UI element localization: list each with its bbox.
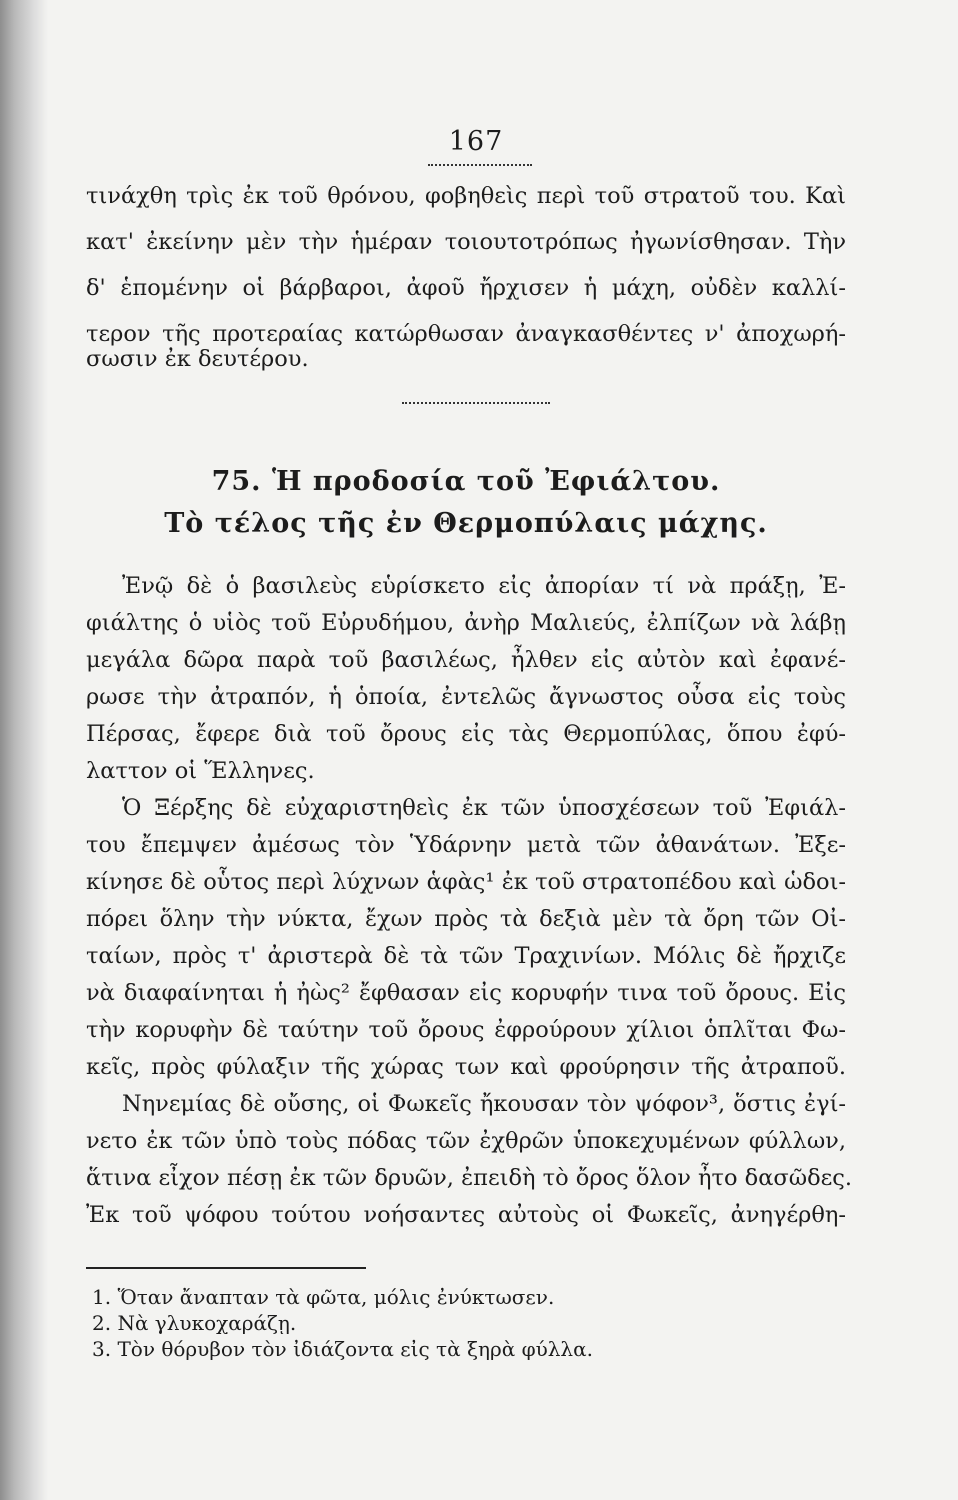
body-line: μεγάλα δῶρα παρὰ τοῦ βασιλέως, ἦλθεν εἰς αὐτὸν καὶ ἐφανέ-	[86, 647, 846, 673]
footnote-separator	[86, 1267, 366, 1269]
body-line: του ἔπεμψεν ἀμέσως τὸν Ὑδάρνην μετὰ τῶν ἀθανάτων. Ἐξε-	[86, 832, 846, 858]
section-heading-subtitle: Τὸ τέλος τῆς ἐν Θερμοπύλαις μάχης.	[164, 508, 768, 539]
body-line: Ἐνῷ δὲ ὁ βασιλεὺς εὑρίσκετο εἰς ἀπορίαν τί νὰ πράξῃ, Ἐ-	[122, 573, 846, 599]
book-page	[86, 0, 853, 1500]
top-paragraph-line: κατ' ἐκείνην μὲν τὴν ἡμέραν τοιουτοτρόπως ἠγωνίσθησαν. Τὴν	[86, 229, 846, 255]
top-paragraph-line: τινάχθη τρὶς ἐκ τοῦ θρόνου, φοβηθεὶς περὶ τοῦ στρατοῦ του. Καὶ	[86, 183, 846, 209]
top-paragraph-line: τερον τῆς προτεραίας κατώρθωσαν ἀναγκασθέντες ν' ἀποχωρή-	[86, 321, 846, 347]
page-number-underline	[428, 160, 532, 166]
section-divider	[402, 396, 550, 404]
page-gutter-shadow	[0, 0, 48, 1500]
footnote: 3. Τὸν θόρυβον τὸν ἰδιάζοντα εἰς τὰ ξηρὰ φύλλα.	[92, 1337, 593, 1361]
body-line: λαττον οἱ Ἕλληνες.	[86, 758, 315, 784]
body-line: τὴν κορυφὴν δὲ ταύτην τοῦ ὄρους ἐφρούρουν χίλιοι ὁπλῖται Φω-	[86, 1017, 846, 1043]
top-paragraph-line: δ' ἑπομένην οἱ βάρβαροι, ἀφοῦ ἤρχισεν ἡ μάχη, οὐδὲν καλλί-	[86, 275, 846, 301]
body-line: Νηνεμίας δὲ οὔσης, οἱ Φωκεῖς ἤκουσαν τὸν ψόφον³, ὅστις ἐγί-	[122, 1091, 846, 1117]
body-line: Ὁ Ξέρξης δὲ εὐχαριστηθεὶς ἐκ τῶν ὑποσχέσεων τοῦ Ἐφιάλ-	[122, 795, 846, 821]
body-line: νὰ διαφαίνηται ἡ ἠὼς² ἔφθασαν εἰς κορυφήν τινα τοῦ ὄρους. Εἰς	[86, 980, 846, 1006]
body-line: ρωσε τὴν ἀτραπόν, ἡ ὁποία, ἐντελῶς ἄγνωστος οὖσα εἰς τοὺς	[86, 684, 846, 710]
body-line: φιάλτης ὁ υἱὸς τοῦ Εὐρυδήμου, ἀνὴρ Μαλιεύς, ἐλπίζων νὰ λάβῃ	[86, 610, 846, 636]
body-line: πόρει ὅλην τὴν νύκτα, ἔχων πρὸς τὰ δεξιὰ μὲν τὰ ὄρη τῶν Οἰ-	[86, 906, 846, 932]
body-line: Πέρσας, ἔφερε διὰ τοῦ ὄρους εἰς τὰς Θερμοπύλας, ὅπου ἐφύ-	[86, 721, 846, 747]
body-line: κεῖς, πρὸς φύλαξιν τῆς χώρας των καὶ φρούρησιν τῆς ἀτραποῦ.	[86, 1054, 846, 1080]
footnote: 1. Ὅταν ἄναπταν τὰ φῶτα, μόλις ἐνύκτωσεν.	[92, 1285, 555, 1309]
footnote: 2. Νὰ γλυκοχαράζῃ.	[92, 1311, 297, 1335]
top-paragraph-line: σωσιν ἐκ δευτέρου.	[86, 346, 309, 372]
body-line: ταίων, πρὸς τ' ἀριστερὰ δὲ τὰ τῶν Τραχινίων. Μόλις δὲ ἤρχιζε	[86, 943, 846, 969]
body-line: ἅτινα εἶχον πέσῃ ἐκ τῶν δρυῶν, ἐπειδὴ τὸ ὄρος ὅλον ἦτο δασῶδες.	[86, 1165, 853, 1191]
body-line: νετο ἐκ τῶν ὑπὸ τοὺς πόδας τῶν ἐχθρῶν ὑποκεχυμένων φύλλων,	[86, 1128, 846, 1154]
body-line: Ἐκ τοῦ ψόφου τούτου νοήσαντες αὐτοὺς οἱ Φωκεῖς, ἀνηγέρθη-	[86, 1202, 846, 1228]
section-heading-title: 75. Ἡ προδοσία τοῦ Ἐφιάλτου.	[211, 466, 721, 497]
body-line: κίνησε δὲ οὗτος περὶ λύχνων ἁφὰς¹ ἐκ τοῦ στρατοπέδου καὶ ὡδοι-	[86, 869, 846, 895]
page-number: 167	[448, 126, 504, 157]
